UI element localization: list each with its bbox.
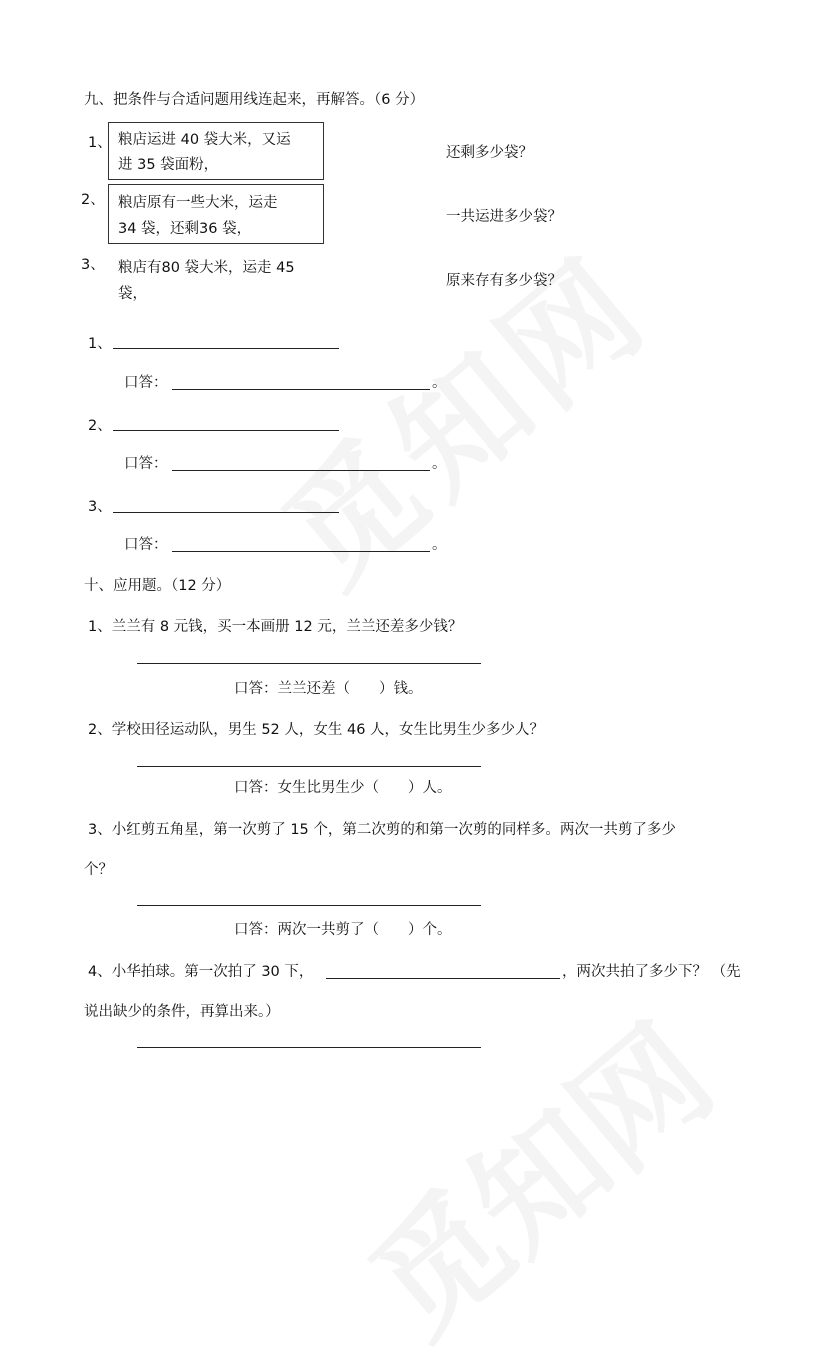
condition-2-line2: 34 袋，还剩36 袋，: [118, 221, 252, 237]
q1-work-blank[interactable]: [137, 663, 481, 664]
q3-line2: 个？: [84, 862, 113, 878]
condition-1-num: 1、: [88, 135, 112, 151]
q3-answer: 口答：两次一共剪了（ ）个。: [234, 922, 452, 938]
q1-text: 1、兰兰有 8 元钱，买一本画册 12 元，兰兰还差多少钱？: [88, 619, 463, 635]
question-2: 一共运进多少袋？: [446, 209, 562, 225]
q4-work-blank[interactable]: [137, 1047, 481, 1048]
condition-3-num: 3、: [81, 257, 105, 273]
watermark-bottom: [326, 977, 745, 1370]
q2-work-blank[interactable]: [137, 766, 481, 767]
answer-1-blank[interactable]: [113, 348, 339, 349]
answer-1-reply-blank[interactable]: [172, 389, 430, 390]
answer-1-label: 口答：: [124, 375, 168, 391]
condition-2-num: 2、: [81, 192, 105, 208]
q4-line2: 说出缺少的条件，再算出来。）: [84, 1004, 280, 1020]
q4-part2: ，两次共拍了多少下？ （先: [562, 964, 741, 980]
q2-answer: 口答：女生比男生少（ ）人。: [234, 780, 452, 796]
condition-1-line2: 进 35 袋面粉，: [118, 157, 219, 173]
answer-3-num: 3、: [88, 499, 112, 515]
condition-3-line1: 粮店有80 袋大米，运走 45: [118, 260, 295, 276]
watermark: [239, 207, 681, 620]
answer-2-reply-blank[interactable]: [172, 470, 430, 471]
q4-part1: 4、小华拍球。第一次拍了 30 下，: [88, 964, 314, 980]
question-3: 原来存有多少袋？: [446, 273, 562, 289]
question-1: 还剩多少袋？: [446, 145, 533, 161]
q1-answer: 口答：兰兰还差（ ）钱。: [234, 681, 423, 697]
answer-1-num: 1、: [88, 336, 112, 352]
condition-2-line1: 粮店原有一些大米，运走: [118, 195, 278, 211]
answer-2-label: 口答：: [124, 456, 168, 472]
condition-1-line1: 粮店运进 40 袋大米，又运: [118, 132, 291, 148]
q2-text: 2、学校田径运动队，男生 52 人，女生 46 人，女生比男生少多少人？: [88, 722, 545, 738]
answer-2-blank[interactable]: [113, 430, 339, 431]
section9-title: 九、把条件与合适问题用线连起来，再解答。（6 分）: [84, 92, 425, 108]
answer-2-num: 2、: [88, 418, 112, 434]
answer-3-label: 口答：: [124, 537, 168, 553]
condition-3-line2: 袋，: [118, 286, 147, 302]
q4-missing-condition-blank[interactable]: [326, 978, 560, 979]
answer-3-end: 。: [432, 537, 447, 553]
answer-3-blank[interactable]: [113, 512, 339, 513]
section10-title: 十、应用题。（12 分）: [84, 578, 231, 594]
answer-3-reply-blank[interactable]: [172, 551, 430, 552]
q3-line1: 3、小红剪五角星，第一次剪了 15 个，第二次剪的和第一次剪的同样多。两次一共剪了多少: [88, 822, 676, 838]
answer-2-end: 。: [432, 456, 447, 472]
answer-1-end: 。: [432, 375, 447, 391]
q3-work-blank[interactable]: [137, 905, 481, 906]
